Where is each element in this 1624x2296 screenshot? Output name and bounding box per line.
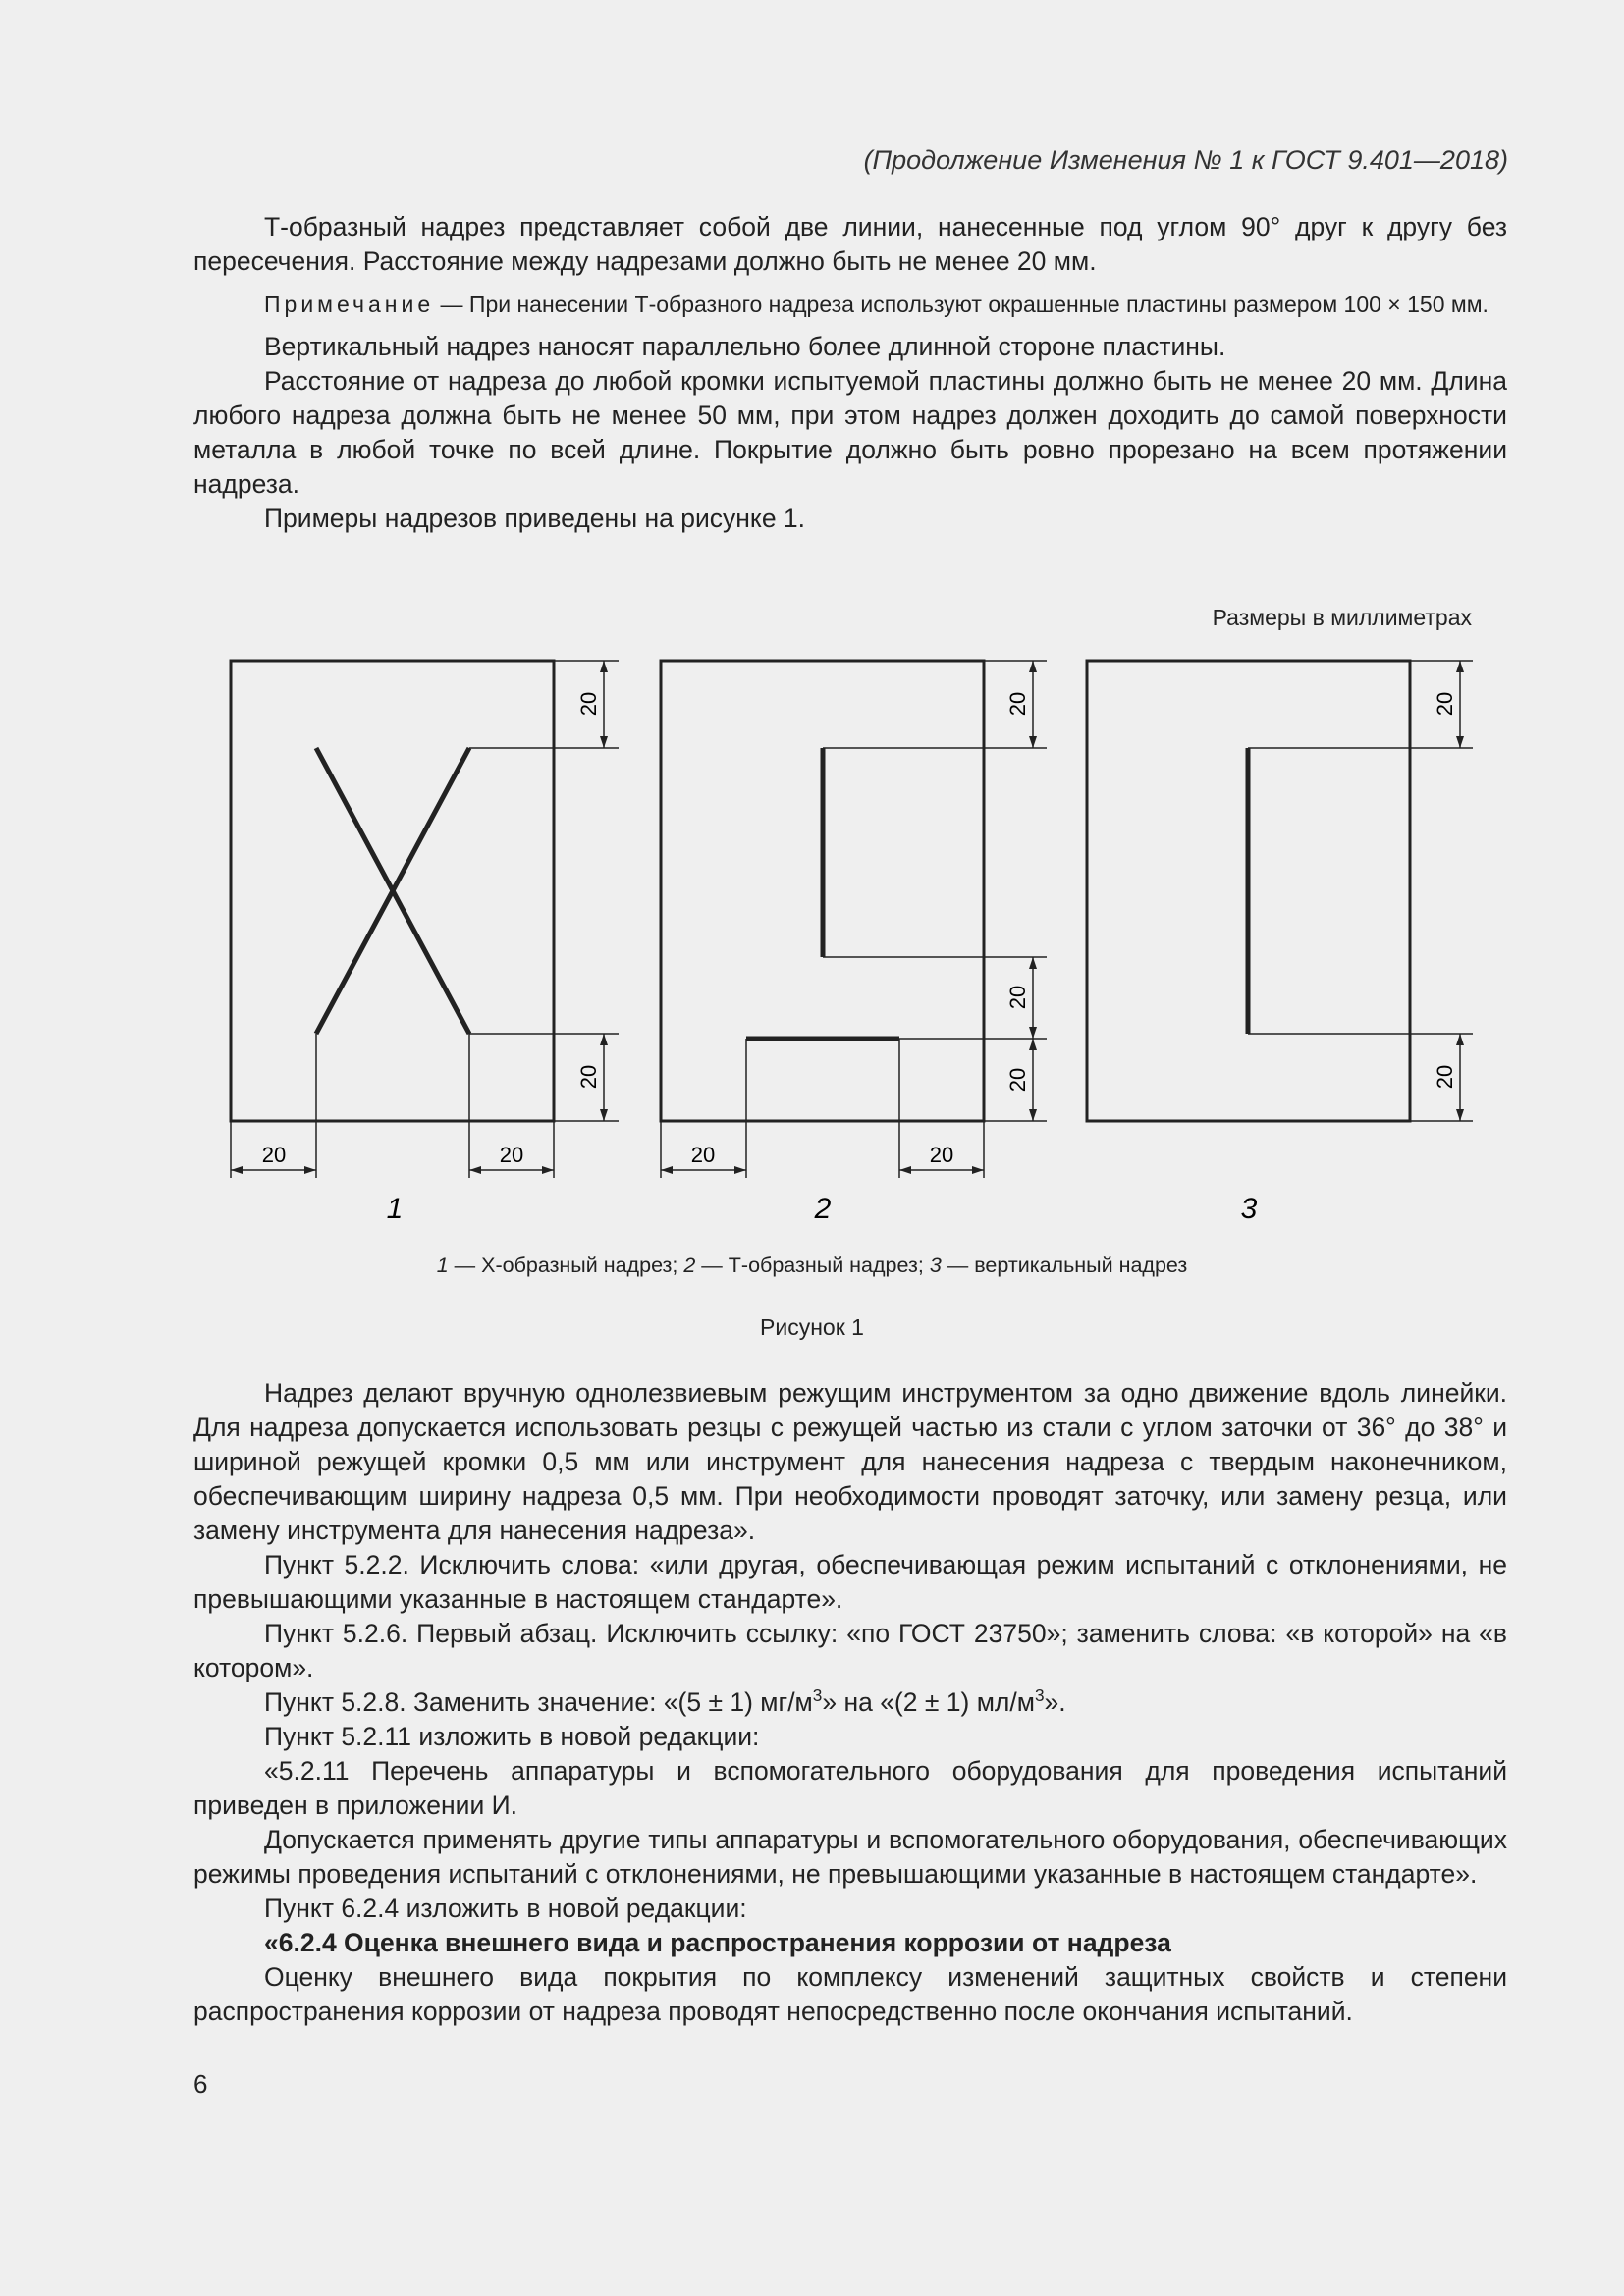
panel-1-label: 1 xyxy=(386,1193,404,1225)
note-label: Примечание xyxy=(264,292,435,317)
panel-3-label: 3 xyxy=(1240,1193,1258,1225)
heading-6-2-4 xyxy=(193,1926,1507,1960)
legend-text-3: — вертикальный надрез xyxy=(941,1254,1188,1277)
legend-num-2: 2 xyxy=(683,1254,696,1277)
panel-2-label: 2 xyxy=(814,1193,832,1225)
dim-1-bottom-label: 20 xyxy=(576,1064,601,1090)
legend-num-3: 3 xyxy=(929,1254,942,1277)
main-text xyxy=(193,1376,1507,2029)
dim-2-right-label: 20 xyxy=(929,1143,954,1167)
p4-sup-1: 3 xyxy=(812,1685,823,1706)
dim-2-left-label: 20 xyxy=(690,1143,716,1167)
paragraph-5-2-6: Пункт 5.2.6. Первый абзац. Исключить ссылку: «по ГОСТ 23750»; заменить слова: «в которой» на «в котором». xyxy=(193,1619,1507,1682)
note-text: — При нанесении Т-образного надреза используют окрашенные пластины размером 100 × 150 мм. xyxy=(434,292,1489,317)
panel-t-cut xyxy=(661,661,1047,1225)
paragraph-5-2-8 xyxy=(193,1685,1507,1720)
paragraph-assessment: Оценку внешнего вида покрытия по комплексу изменений защитных свойств и степени распространения коррозии от надреза проводят непосредственно после окончания испытаний. xyxy=(193,1962,1507,2026)
dim-3-bottom-label: 20 xyxy=(1433,1064,1457,1090)
paragraph-5-2-11-intro: Пункт 5.2.11 изложить в новой редакции: xyxy=(264,1722,760,1751)
p4-part-c: ». xyxy=(1044,1687,1066,1717)
p4-part-a: Пункт 5.2.8. Заменить значение: «(5 ± 1) мг/м xyxy=(264,1687,813,1717)
legend-text-1: — Х-образный надрез; xyxy=(448,1254,684,1277)
dim-2-bottom-label: 20 xyxy=(1005,1067,1030,1093)
paragraph-cutting-tool: Надрез делают вручную однолезвиевым режущим инструментом за одно движение вдоль линейки. Для надреза допускается использовать резцы с режущей частью из стали с углом заточки от 36° до 38° и шириной режущей кромки 0,5 мм или инструмент для нанесения надреза с твердым наконечником, обеспечивающим ширину надреза 0,5 мм. При необходимости проводят заточку, или замену резца, или замену инструмента для нанесения надреза». xyxy=(193,1378,1507,1545)
page-header: (Продолжение Изменения № 1 к ГОСТ 9.401—2018) xyxy=(863,145,1508,175)
dim-1-top-label: 20 xyxy=(576,691,601,717)
units-note: Размеры в миллиметрах xyxy=(1212,605,1472,630)
page-number: 6 xyxy=(193,2069,208,2099)
paragraph-allowed: Допускается применять другие типы аппаратуры и вспомогательного оборудования, обеспечивающих режимы проведения испытаний с отклонениями, не превышающими указанные в настоящем стандарте». xyxy=(193,1825,1507,1889)
panel-vertical-cut xyxy=(1087,661,1473,1225)
paragraph-5-2-2: Пункт 5.2.2. Исключить слова: «или другая, обеспечивающая режим испытаний с отклонениями, не превышающими указанные в настоящем стандарте». xyxy=(193,1550,1507,1614)
paragraph-vertical-cut: Вертикальный надрез наносят параллельно более длинной стороне пластины. xyxy=(264,332,1226,361)
dim-1-left-label: 20 xyxy=(261,1143,287,1167)
dim-2-top-label: 20 xyxy=(1005,691,1030,717)
paragraph-6-2-4-intro: Пункт 6.2.4 изложить в новой редакции: xyxy=(264,1894,747,1923)
paragraph-distance: Расстояние от надреза до любой кромки испытуемой пластины должно быть не менее 20 мм. Длина любого надреза должна быть не менее 50 мм, при этом надрез должен доходить до самой поверхности металла в любой точке по всей длине. Покрытие должно быть ровно прорезано на всем протяжении надреза. xyxy=(193,366,1507,499)
p4-sup-2: 3 xyxy=(1034,1685,1045,1706)
p4-part-b: » на «(2 ± 1) мл/м xyxy=(822,1687,1035,1717)
figure-caption: Рисунок 1 xyxy=(760,1314,864,1340)
panel-x-cut xyxy=(231,661,619,1225)
legend-text-2: — Т-образный надрез; xyxy=(695,1254,930,1277)
figure-legend xyxy=(0,1254,1624,1278)
note xyxy=(193,289,1507,320)
dim-3-top-label: 20 xyxy=(1433,691,1457,717)
heading-6-2-4-text: «6.2.4 Оценка внешнего вида и распространения коррозии от надреза xyxy=(264,1928,1171,1957)
legend-num-1: 1 xyxy=(436,1254,449,1277)
paragraph-examples: Примеры надрезов приведены на рисунке 1. xyxy=(264,504,806,533)
paragraph-5-2-11: «5.2.11 Перечень аппаратуры и вспомогательного оборудования для проведения испытаний приведен в приложении И. xyxy=(193,1756,1507,1820)
figure-1-drawing xyxy=(0,628,1624,1237)
intro-section xyxy=(193,210,1507,536)
dim-1-right-label: 20 xyxy=(499,1143,524,1167)
paragraph-t-cut: Т-образный надрез представляет собой две линии, нанесенные под углом 90° друг к другу без пересечения. Расстояние между надрезами должно быть не менее 20 мм. xyxy=(193,212,1507,276)
dim-2-gap-label: 20 xyxy=(1005,985,1030,1010)
